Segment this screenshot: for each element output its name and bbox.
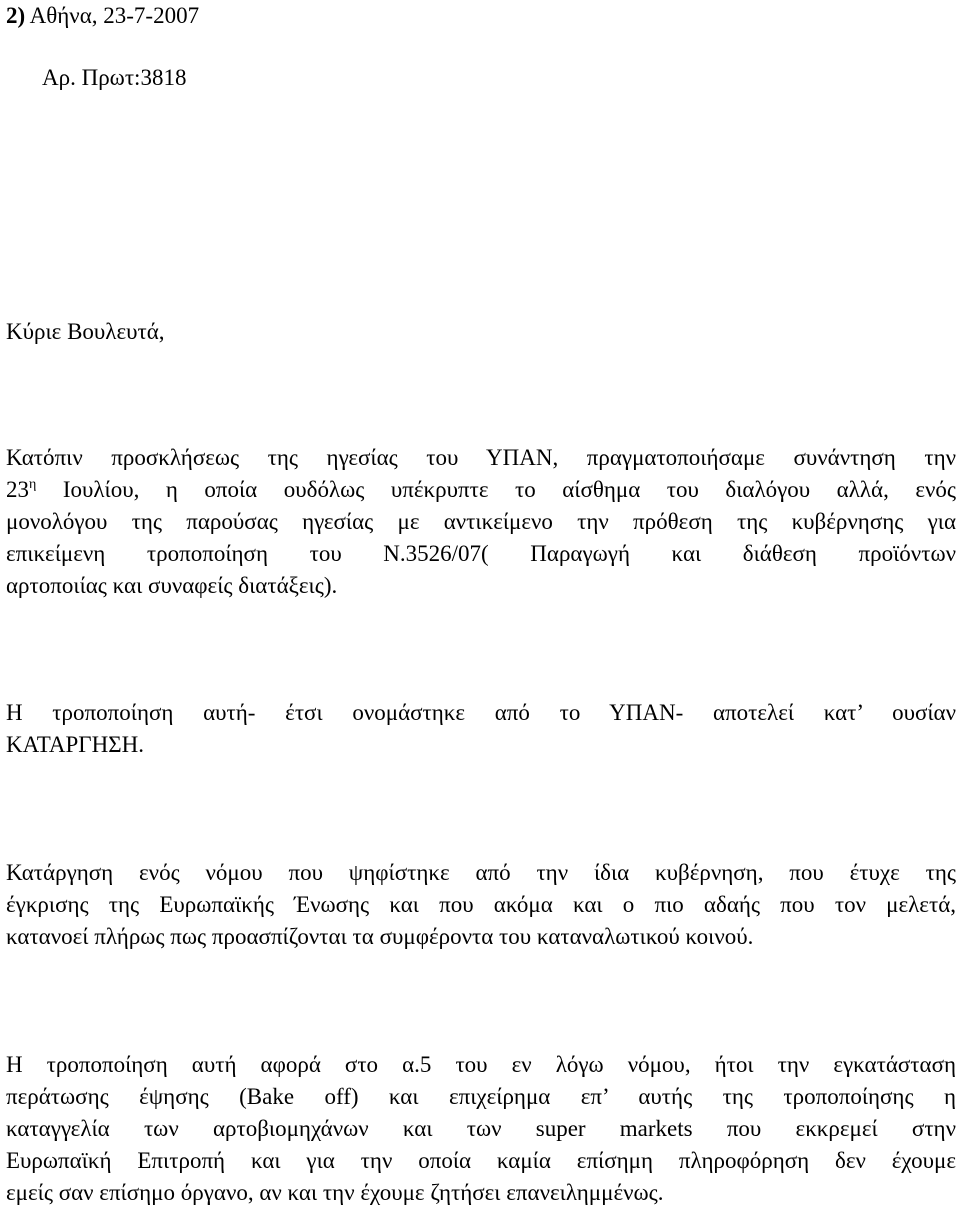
paragraph-4-line-2: περάτωσης έψησης (Bake off) και επιχείρημα επ’ αυτής της τροποποίησης η [6, 1084, 956, 1109]
protocol-number: Αρ. Πρωτ:3818 [42, 65, 187, 90]
paragraph-3-line-3: κατανοεί πλήρως πως προασπίζονται τα συμφέροντα του καταναλωτικού κοινού. [6, 924, 754, 949]
paragraph-2-line-1: Η τροποποίηση αυτή- έτσι ονομάστηκε από το ΥΠΑΝ- αποτελεί κατ’ ουσίαν [6, 700, 956, 725]
paragraph-4-line-1: Η τροποποίηση αυτή αφορά στο α.5 του εν λόγω νόμου, ήτοι την εγκατάσταση [6, 1052, 956, 1077]
paragraph-1-line-2-text: Ιουλίου, η οποία ουδόλως υπέκρυπτε το αίσθημα του διαλόγου αλλά, ενός [36, 477, 956, 502]
paragraph-1-line-4: επικείμενη τροποποίηση του Ν.3526/07( Παραγωγή και διάθεση προϊόντων [6, 541, 956, 566]
paragraph-3-line-1: Κατάργηση ενός νόμου που ψηφίστηκε από την ίδια κυβέρνηση, που έτυχε της [6, 860, 956, 885]
item-number: 2) [6, 3, 26, 28]
paragraph-2-line-2: ΚΑΤΑΡΓΗΣΗ. [6, 732, 144, 757]
paragraph-4-line-3: καταγγελία των αρτοβιομηχάνων και των super markets που εκκρεμεί στην [6, 1116, 956, 1141]
paragraph-1-line-3: μονολόγου της παρούσας ηγεσίας με αντικείμενο την πρόθεση της κυβέρνησης για [6, 509, 956, 534]
letter-date-line [6, 0, 199, 32]
paragraph-4-line-4: Ευρωπαϊκή Επιτροπή και για την οποία καμία επίσημη πληροφόρηση δεν έχουμε [6, 1148, 956, 1173]
paragraph-4-line-5: εμείς σαν επίσημο όργανο, αν και την έχουμε ζητήσει επανειλημμένως. [6, 1180, 664, 1205]
ordinal-superscript: η [29, 477, 37, 492]
paragraph-1-line-2 [6, 474, 956, 506]
place-date: Αθήνα, 23-7-2007 [29, 3, 200, 28]
paragraph-3-line-2: έγκρισης της Ευρωπαϊκής Ένωσης και που ακόμα και ο πιο αδαής που τον μελετά, [6, 892, 956, 917]
paragraph-1-line-1: Κατόπιν προσκλήσεως της ηγεσίας του ΥΠΑΝ, πραγματοποιήσαμε συνάντηση την [6, 445, 956, 470]
paragraph-1-line-5: αρτοποιίας και συναφείς διατάξεις). [6, 573, 338, 598]
salutation: Κύριε Βουλευτά, [6, 319, 165, 344]
meeting-day: 23 [6, 477, 29, 502]
